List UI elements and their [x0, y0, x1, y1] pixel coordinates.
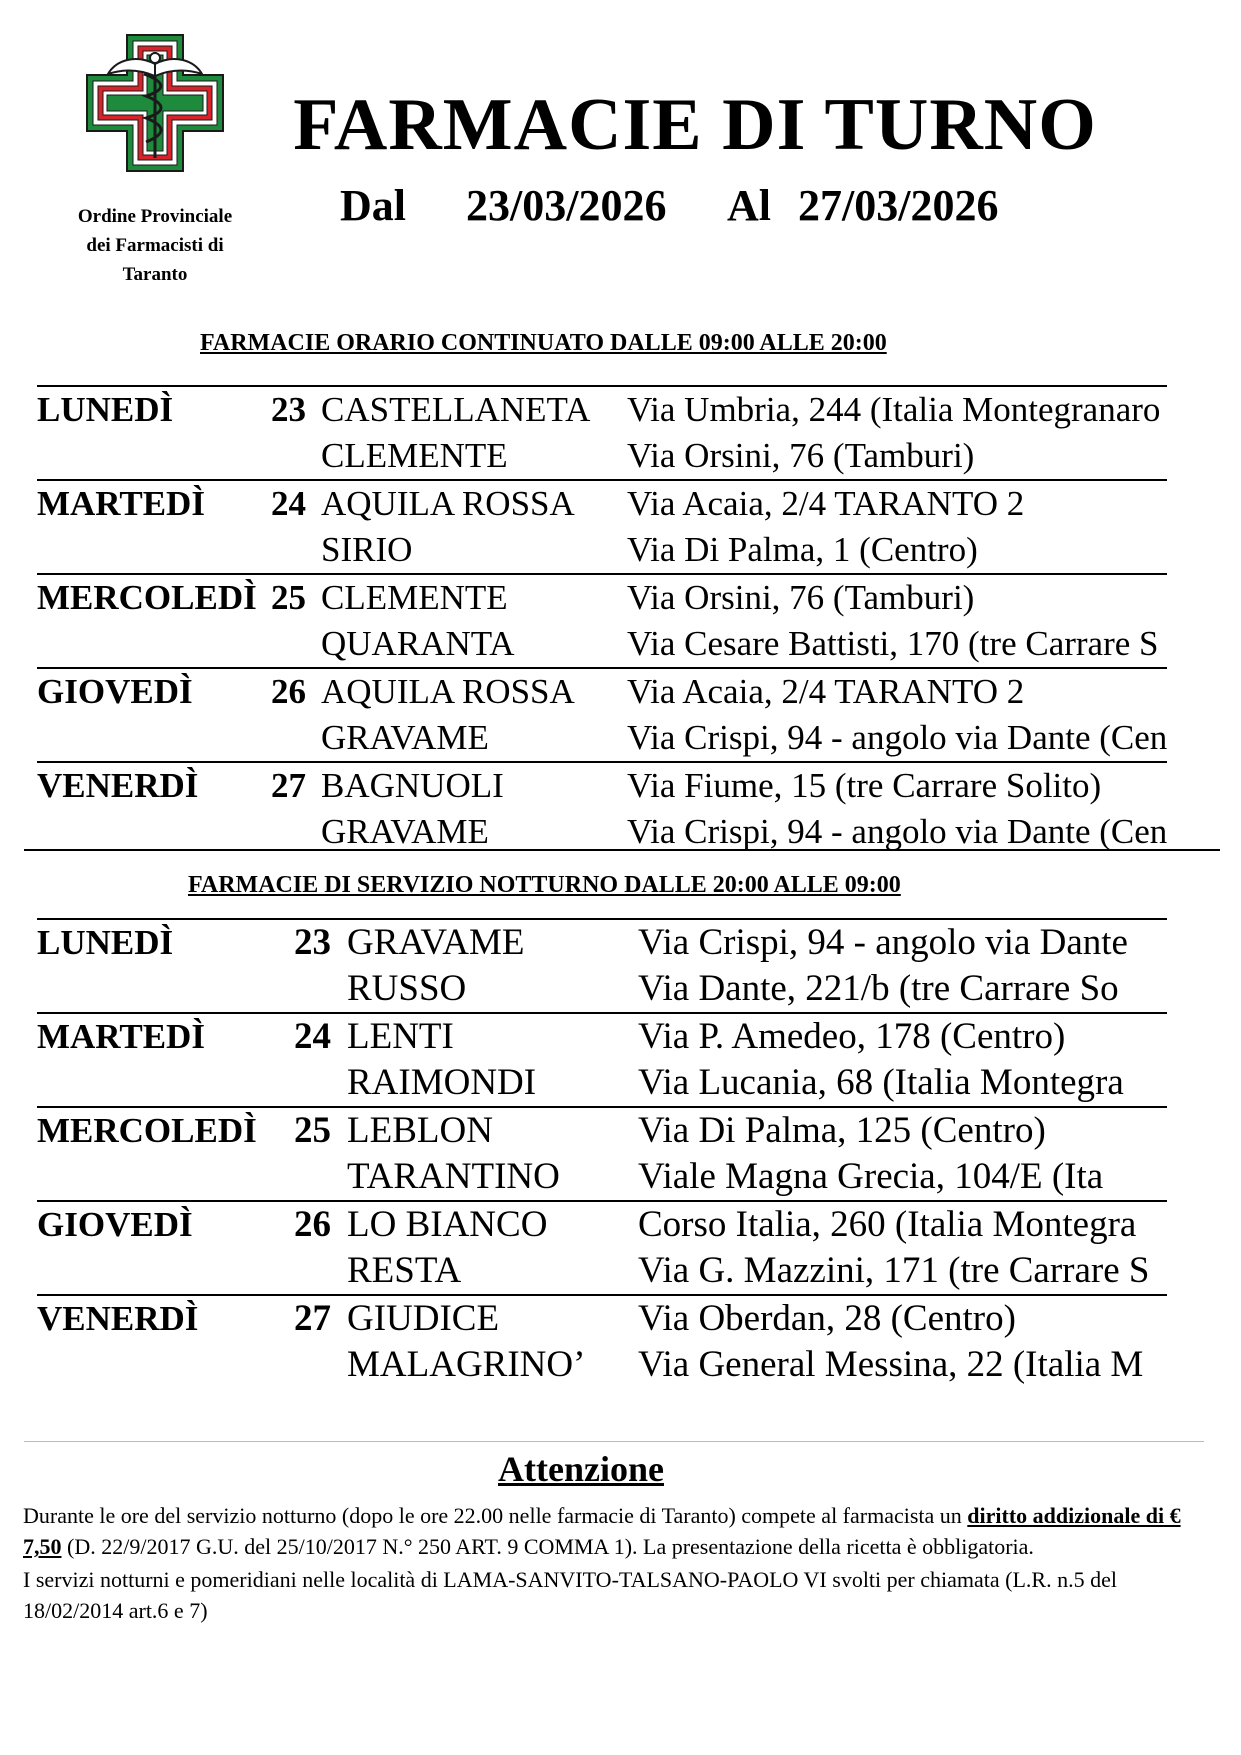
- pharmacy-address: Via Di Palma, 1 (Centro): [627, 530, 978, 569]
- pharmacy-address: Via Fiume, 15 (tre Carrare Solito): [627, 766, 1102, 805]
- day-name: GIOVEDÌ: [37, 1205, 193, 1244]
- notice-text-a: Durante le ore del servizio notturno (dopo le ore 22.00 nelle farmacie di Taranto) compete al farmacista un: [23, 1503, 968, 1528]
- schedule-row: [37, 966, 1197, 1012]
- pharmacy-name: RAIMONDI: [347, 1062, 537, 1103]
- pharmacy-name: GIUDICE: [347, 1298, 500, 1339]
- notice-paragraph: I servizi notturni e pomeridiani nelle località di LAMA-SANVITO-TALSANO-PAOLO VI svolti per chiamata (L.R. n.5 del 18/02/2014 art.6 e 7): [23, 1567, 1117, 1623]
- day-name: MERCOLEDÌ: [37, 1111, 257, 1150]
- pharmacy-name: CASTELLANETA: [321, 390, 591, 429]
- day-name: VENERDÌ: [37, 766, 199, 805]
- date-range: [340, 178, 998, 234]
- schedule-group: [37, 667, 1167, 761]
- pharmacy-address: Via Cesare Battisti, 170 (tre Carrare S: [627, 624, 1159, 663]
- notice-emphasis: diritto addizionale di € 7,50: [23, 1503, 1181, 1559]
- pharmacy-address: Via Dante, 221/b (tre Carrare So: [638, 968, 1119, 1009]
- pharmacy-address: Via Umbria, 244 (Italia Montegranaro: [627, 390, 1161, 429]
- schedule-row: [37, 715, 1197, 761]
- day-name: VENERDÌ: [37, 1299, 199, 1338]
- pharmacy-address: Via Lucania, 68 (Italia Montegra: [638, 1062, 1124, 1103]
- schedule-row: [37, 1202, 1197, 1248]
- notice-divider: [24, 1441, 1204, 1442]
- pharmacy-name: CLEMENTE: [321, 578, 508, 617]
- day-number: 23: [271, 390, 306, 429]
- day-schedule: [0, 385, 1241, 855]
- pharmacy-name: GRAVAME: [347, 922, 525, 963]
- pharmacy-address: Via General Messina, 22 (Italia M: [638, 1344, 1144, 1385]
- schedule-group: [37, 385, 1167, 479]
- pharmacy-name: GRAVAME: [321, 718, 489, 757]
- pharmacy-address: Via Orsini, 76 (Tamburi): [627, 578, 975, 617]
- day-name: MARTEDÌ: [37, 1017, 205, 1056]
- date-to: 27/03/2026: [798, 181, 999, 230]
- pharmacy-name: BAGNUOLI: [321, 766, 504, 805]
- pharmacy-address: Via Acaia, 2/4 TARANTO 2: [627, 484, 1025, 523]
- day-number: 27: [271, 766, 306, 805]
- day-number: 24: [294, 1016, 331, 1057]
- day-name: MARTEDÌ: [37, 484, 205, 523]
- pharmacy-name: AQUILA ROSSA: [321, 484, 575, 523]
- schedule-row: [37, 1014, 1197, 1060]
- pharmacy-name: MALAGRINO’: [347, 1344, 586, 1385]
- schedule-group: [37, 1200, 1167, 1294]
- day-number: 25: [271, 578, 306, 617]
- schedule-row: [37, 575, 1197, 621]
- page-title: FARMACIE DI TURNO: [293, 84, 1097, 166]
- pharmacy-name: LENTI: [347, 1016, 454, 1057]
- schedule-group: [37, 1012, 1167, 1106]
- pharmacy-address: Viale Magna Grecia, 104/E (Ita: [638, 1156, 1104, 1197]
- org-name: Ordine Provinciale dei Farmacisti di Taranto: [77, 206, 233, 285]
- schedule-row: [37, 1296, 1197, 1342]
- pharmacy-address: Via Acaia, 2/4 TARANTO 2: [627, 672, 1025, 711]
- schedule-group: [37, 1294, 1167, 1388]
- section-divider: [24, 849, 1220, 851]
- al-label: Al: [727, 181, 771, 230]
- pharmacy-name: CLEMENTE: [321, 436, 508, 475]
- day-name: GIOVEDÌ: [37, 672, 193, 711]
- pharmacy-name: RESTA: [347, 1250, 462, 1291]
- pharmacy-address: Via P. Amedeo, 178 (Centro): [638, 1016, 1066, 1057]
- pharmacy-name: GRAVAME: [321, 812, 489, 851]
- schedule-row: [37, 1154, 1197, 1200]
- schedule-row: [37, 621, 1197, 667]
- day-number: 23: [294, 922, 331, 963]
- pharmacy-address: Via Crispi, 94 - angolo via Dante (Cen: [627, 812, 1168, 851]
- dal-label: Dal: [340, 181, 406, 230]
- schedule-row: [37, 1342, 1197, 1388]
- night-section-heading: FARMACIE DI SERVIZIO NOTTURNO DALLE 20:00 ALLE 09:00: [188, 872, 901, 898]
- schedule-group: [37, 1106, 1167, 1200]
- day-name: MERCOLEDÌ: [37, 578, 257, 617]
- schedule-group: [37, 479, 1167, 573]
- pharmacy-name: RUSSO: [347, 968, 467, 1009]
- notice-paragraph: [23, 1500, 1193, 1562]
- schedule-row: [37, 920, 1197, 966]
- pharmacy-address: Via Di Palma, 125 (Centro): [638, 1110, 1046, 1151]
- schedule-row: [37, 1248, 1197, 1294]
- day-section-heading: FARMACIE ORARIO CONTINUATO DALLE 09:00 ALLE 20:00: [200, 330, 887, 356]
- pharmacy-address: Via Crispi, 94 - angolo via Dante (Cen: [627, 718, 1168, 757]
- pharmacy-name: LO BIANCO: [347, 1204, 548, 1245]
- date-from: 23/03/2026: [466, 181, 667, 230]
- pharmacy-address: Corso Italia, 260 (Italia Montegra: [638, 1204, 1137, 1245]
- schedule-row: [37, 669, 1197, 715]
- notice-title: Attenzione: [498, 1449, 664, 1489]
- schedule-row: [37, 527, 1197, 573]
- night-schedule: [0, 918, 1241, 1388]
- day-number: 26: [271, 672, 306, 711]
- schedule-row: [37, 481, 1197, 527]
- notice-text-b: (D. 22/9/2017 G.U. del 25/10/2017 N.° 250 ART. 9 COMMA 1). La presentazione della ricetta è obbligatoria.: [61, 1534, 1034, 1559]
- schedule-row: [37, 763, 1197, 809]
- day-number: 25: [294, 1110, 331, 1151]
- schedule-row: [37, 1108, 1197, 1154]
- day-number: 24: [271, 484, 306, 523]
- pharmacy-name: AQUILA ROSSA: [321, 672, 575, 711]
- pharmacy-name: SIRIO: [321, 530, 413, 569]
- pharmacy-name: TARANTINO: [347, 1156, 560, 1197]
- schedule-group: [37, 573, 1167, 667]
- pharmacy-address: Via G. Mazzini, 171 (tre Carrare S: [638, 1250, 1150, 1291]
- schedule-group: [37, 761, 1167, 855]
- day-name: LUNEDÌ: [37, 923, 174, 962]
- pharmacy-address: Via Oberdan, 28 (Centro): [638, 1298, 1016, 1339]
- pharmacy-cross-caduceus-icon: [86, 34, 224, 172]
- day-name: LUNEDÌ: [37, 390, 174, 429]
- day-number: 26: [294, 1204, 331, 1245]
- pharmacy-address: Via Orsini, 76 (Tamburi): [627, 436, 975, 475]
- day-number: 27: [294, 1298, 331, 1339]
- schedule-group: [37, 918, 1167, 1012]
- notice-text: [23, 1500, 1193, 1628]
- pharmacy-name: LEBLON: [347, 1110, 493, 1151]
- pharmacy-address: Via Crispi, 94 - angolo via Dante: [638, 922, 1128, 963]
- schedule-row: [37, 433, 1197, 479]
- pharmacy-name: QUARANTA: [321, 624, 515, 663]
- schedule-row: [37, 387, 1197, 433]
- schedule-row: [37, 1060, 1197, 1106]
